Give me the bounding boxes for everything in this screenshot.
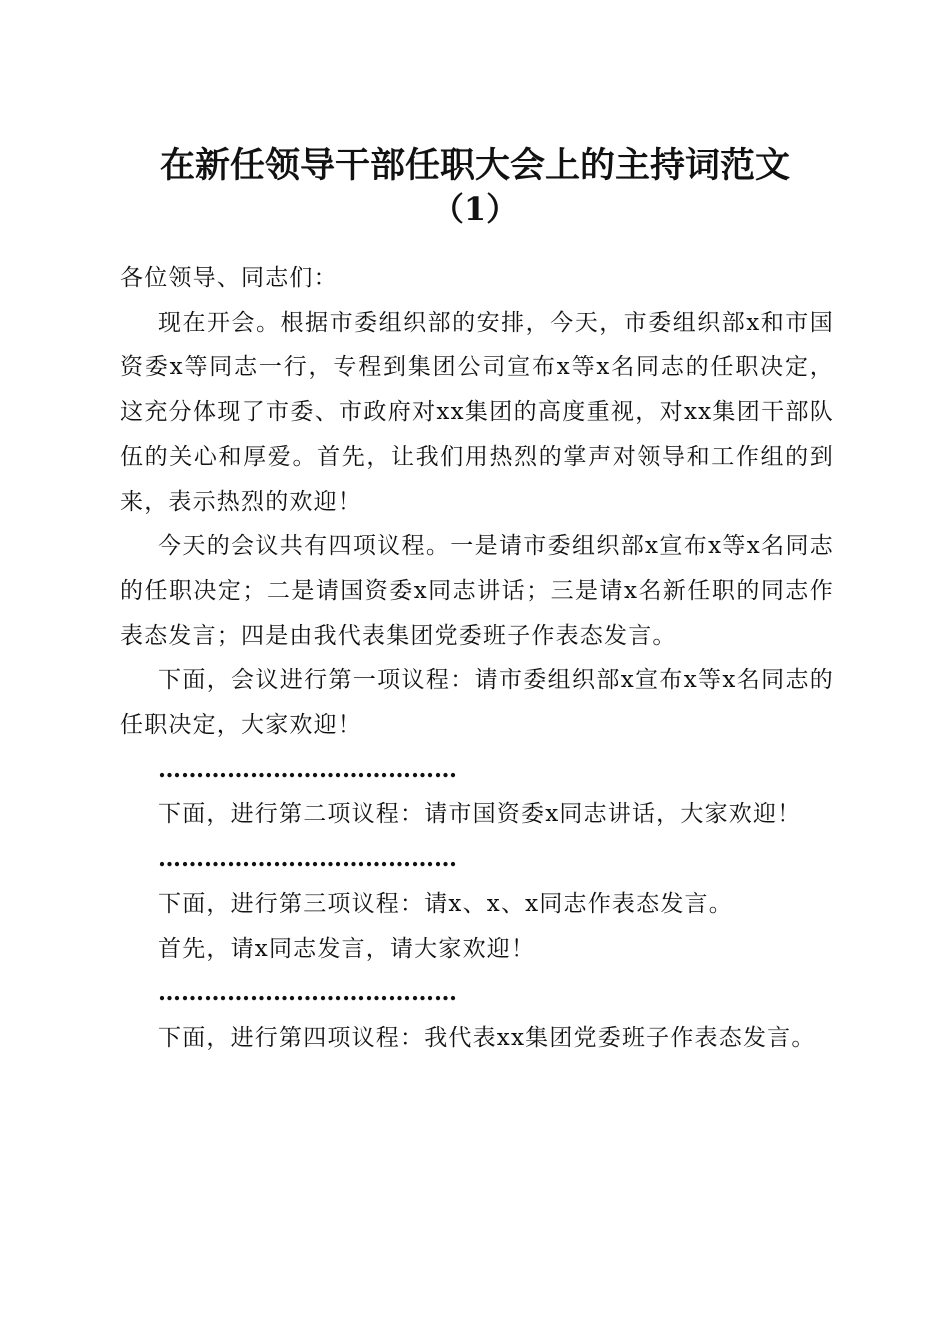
ellipsis-divider: ………………………………… <box>158 755 457 783</box>
ellipsis-divider: ………………………………… <box>158 845 457 873</box>
document-body <box>120 256 834 1061</box>
paragraph-opening: 现在开会。根据市委组织部的安排，今天，市委组织部x和市国资委x等同志一行，专程到集团公司宣布x等x名同志的任职决定，这充分体现了市委、市政府对xx集团的高度重视，对xx集团干部队伍的关心和厚爱。首先，让我们用热烈的掌声对领导和工作组的到来，表示热烈的欢迎！ <box>120 309 834 515</box>
document-title: 在新任领导干部任职大会上的主持词范文 <box>159 145 790 186</box>
document-title-number: （1） <box>431 190 519 228</box>
paragraph-item-2: 下面，进行第二项议程：请市国资委x同志讲话，大家欢迎！ <box>158 801 802 828</box>
paragraph-agenda: 今天的会议共有四项议程。一是请市委组织部x宣布x等x名同志的任职决定；二是请国资委x同志讲话；三是请x名新任职的同志作表态发言；四是由我代表集团党委班子作表态发言。 <box>120 533 834 649</box>
paragraph-item-4: 下面，进行第四项议程：我代表xx集团党委班子作表态发言。 <box>158 1024 816 1051</box>
ellipsis-divider: ………………………………… <box>158 979 457 1007</box>
paragraph-item-3-first-speaker: 首先，请x同志发言，请大家欢迎！ <box>158 935 536 962</box>
salutation: 各位领导、同志们： <box>120 265 338 291</box>
paragraph-item-1: 下面，会议进行第一项议程：请市委组织部x宣布x等x名同志的任职决定，大家欢迎！ <box>120 667 834 739</box>
paragraph-item-3: 下面，进行第三项议程：请x、x、x同志作表态发言。 <box>158 890 733 917</box>
